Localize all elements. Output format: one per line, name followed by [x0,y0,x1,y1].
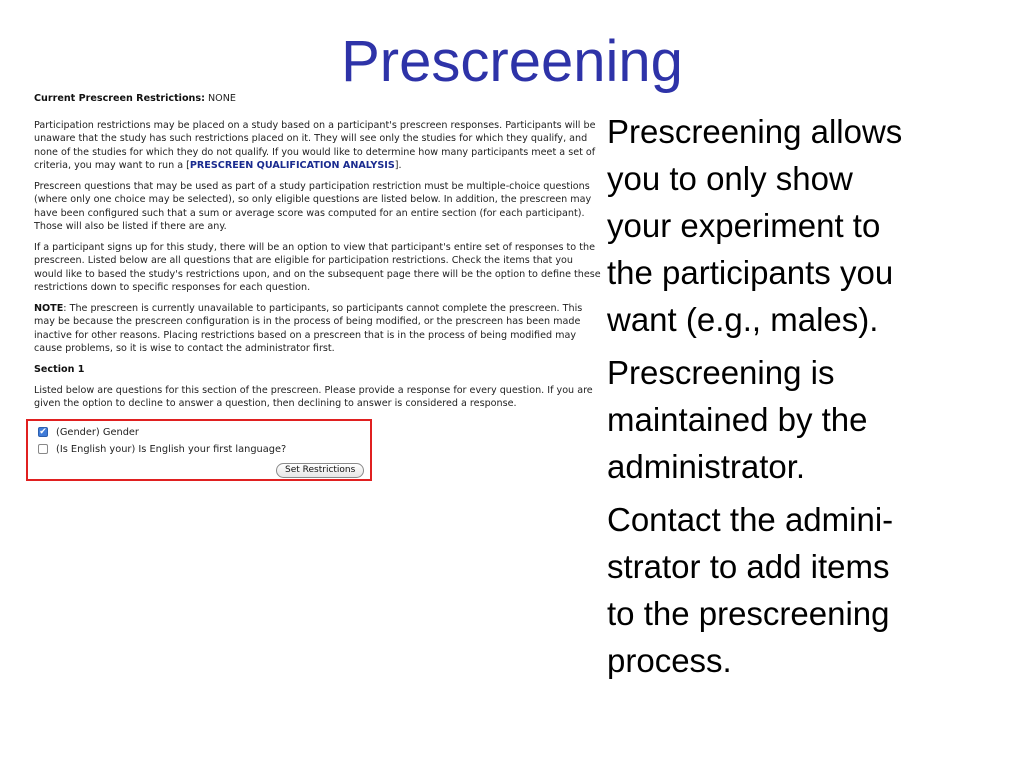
paragraph-1-text: Participation restrictions may be placed on a study based on a participant's prescreen responses. Participants will be unaware that the study has such restrictions placed on it. They will see only the studies for which they qualify, and none of the studies for which they do not qualify. If you would like to determine how many participants meet a set of criteria, you may want to run a [ [34,120,596,171]
gender-question-label: (Gender) Gender [56,426,139,438]
question-row-gender[interactable] [38,426,139,440]
paragraph-signup: If a participant signs up for this study, there will be an option to view that participant's entire set of responses to the prescreen. Listed below are all questions that are eligible for participation restrictions. Check the items that you would like to based the study's restrictions upon, and on the subsequent page there will be the option to define these restrictions down to specific responses for each question. [34,242,601,293]
slide-title: Prescreening [341,29,683,94]
english-checkbox[interactable] [38,444,48,454]
section-heading-text: Section 1 [34,363,85,375]
bullet-line: Prescreening is [607,354,835,391]
bullet-list [607,108,1007,690]
prescreen-screenshot [26,92,604,481]
question-row-english[interactable] [38,443,286,457]
paragraph-eligible-questions: Prescreen questions that may be used as part of a study participation restriction must be multiple-choice questions (where only one choice may be selected), so only eligible questions are listed below. In addition, the prescreen may have been configured such that a sum or average score was computed for an entire section (for each participant). Those will also be listed if there are any. [34,181,592,232]
bullet-line: administrator. [607,448,806,485]
paragraph-note [34,302,604,355]
section-heading [34,363,604,376]
note-label: NOTE [34,303,64,315]
current-restrictions [34,92,604,105]
highlighted-selection-box [26,419,372,481]
set-restrictions-button[interactable]: Set Restrictions [276,463,364,478]
current-restrictions-label: Current Prescreen Restrictions: [34,93,205,104]
bullet-item [607,108,1007,343]
note-text: : The prescreen is currently unavailable to participants, so participants cannot complete the prescreen. This may be because the prescreen configuration is in the process of being modified, or the prescreen has been made inactive for other reasons. Placing restrictions based on a prescreen that is in the process of being modified may cause problems, so it is wise to contact the administrator first. [34,303,583,354]
bullet-line: maintained by the [607,401,868,438]
bullet-line: Contact the admini- [607,501,894,538]
bullet-line: the participants you [607,254,894,291]
bullet-line: Prescreening allows [607,113,903,150]
prescreen-analysis-link[interactable]: PRESCREEN QUALIFICATION ANALYSIS [189,159,395,171]
bullet-line: your experiment to [607,207,881,244]
bullet-line: you to only show [607,160,853,197]
section-description: Listed below are questions for this section of the prescreen. Please provide a response for every question. If you are given the option to decline to answer a question, then declining to answer is considered a response. [34,385,593,410]
bullet-item [607,349,1007,490]
english-question-label: (Is English your) Is English your first language? [56,443,287,455]
current-restrictions-value: NONE [207,93,236,104]
bullet-line: strator to add items [607,548,890,585]
gender-checkbox[interactable]: ✔ [39,426,47,437]
paragraph-1-end: ]. [394,159,402,171]
paragraph-restrictions [34,119,604,172]
bullet-line: process. [607,642,732,679]
bullet-line: want (e.g., males). [607,301,879,338]
bullet-item [607,496,1007,684]
bullet-line: to the prescreening [607,595,890,632]
